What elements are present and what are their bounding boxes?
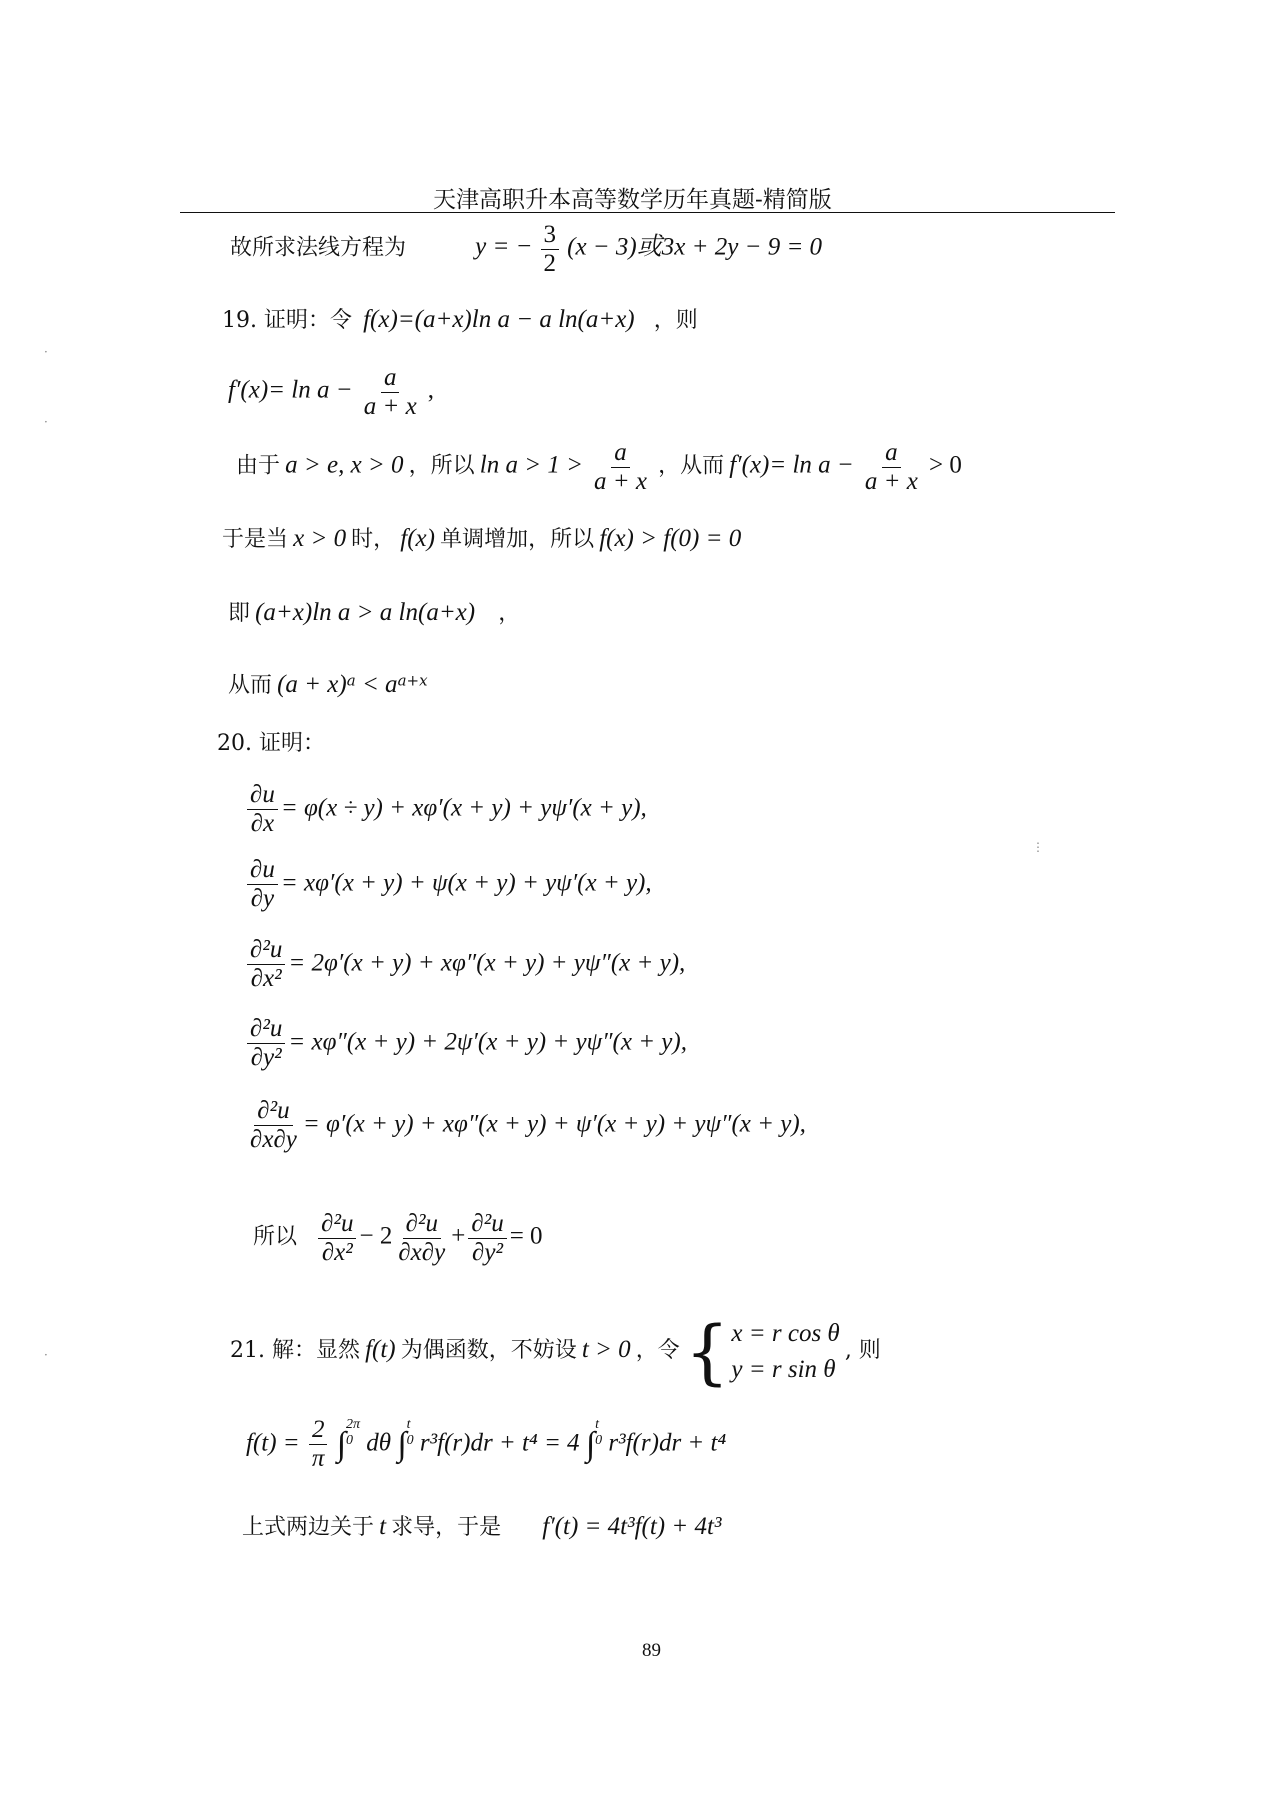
so-text: ，所以 xyxy=(408,453,475,479)
integral-upper-limit: t xyxy=(595,1417,600,1432)
normal-line-equation xyxy=(230,222,822,278)
page-number: 89 xyxy=(642,1640,661,1661)
q20-eq4 xyxy=(244,1016,687,1072)
fraction-denominator: ∂x² xyxy=(321,1239,353,1267)
inequality-b: f′(x)= ln a − xyxy=(729,451,854,479)
brace-icon: { xyxy=(684,1311,730,1394)
q21-then: , 则 xyxy=(844,1337,881,1363)
q19-prefix: 19. 证明：令 xyxy=(222,308,352,333)
fraction-numerator: 2 xyxy=(309,1417,328,1445)
q20-eq5 xyxy=(244,1098,806,1154)
fraction-denominator: a + x xyxy=(363,393,417,421)
ie-end: ， xyxy=(498,601,521,626)
integral-body: dθ xyxy=(366,1429,392,1457)
scan-speck: · xyxy=(44,1348,48,1362)
integral-upper-limit: 2π xyxy=(346,1417,361,1432)
fraction-denominator: ∂y² xyxy=(472,1239,503,1267)
fraction-denominator: ∂x∂y xyxy=(398,1239,446,1267)
integral-sign-icon: ∫ xyxy=(397,1425,407,1463)
integral-lower-limit: 0 xyxy=(595,1433,603,1448)
derivative-end: , xyxy=(427,376,435,404)
equation-rhs: = xφ′(x + y) + ψ(x + y) + yψ′(x + y), xyxy=(280,869,652,897)
fraction-numerator: ∂²u xyxy=(254,1098,292,1126)
final-exponent: a+x xyxy=(397,671,428,690)
inequality-b-end: > 0 xyxy=(928,451,962,479)
scan-speck: · xyxy=(44,415,48,429)
diff-variable: t xyxy=(379,1513,387,1540)
scan-speck: ⋮ xyxy=(1032,840,1044,854)
normal-line-rest: (x − 3)或3x + 2y − 9 = 0 xyxy=(567,233,823,261)
final-mid: < a xyxy=(355,671,398,698)
fraction xyxy=(541,222,560,278)
q19-statement xyxy=(222,303,698,334)
fraction-numerator: ∂²u xyxy=(247,1016,285,1044)
fraction-denominator: π xyxy=(311,1445,325,1473)
normal-line-label: 故所求法线方程为 xyxy=(230,235,407,261)
diff-text: 上式两边关于 xyxy=(242,1515,375,1540)
equation-rhs: = 2φ′(x + y) + xφ″(x + y) + yψ″(x + y), xyxy=(288,949,686,977)
mono-condition: x > 0 xyxy=(293,525,347,552)
mono-text: 时， xyxy=(351,527,396,552)
diff-expression: f′(t) = 4t³f(t) + 4t³ xyxy=(542,1513,722,1540)
q20-eq3 xyxy=(244,937,685,993)
q21-text: 为偶函数，不妨设 xyxy=(400,1337,577,1363)
minus-two: − 2 xyxy=(359,1222,393,1250)
inequality-a: ln a > 1 > xyxy=(479,451,583,479)
q21-text: ，令 xyxy=(635,1337,680,1363)
integral-sign-icon: ∫ xyxy=(336,1425,347,1463)
fraction-numerator: a xyxy=(882,440,901,468)
q21-integral-equation xyxy=(246,1417,726,1473)
q19-definition: f(x)=(a+x)ln a − a ln(a+x) xyxy=(363,306,635,333)
q20-eq2 xyxy=(244,857,652,913)
q21-condition: t > 0 xyxy=(581,1335,631,1363)
final-text: 从而 xyxy=(228,673,273,698)
q19-final xyxy=(228,668,428,699)
fraction-numerator: ∂u xyxy=(247,782,278,810)
equation-rhs: = φ(x ÷ y) + xφ′(x + y) + yψ′(x + y), xyxy=(280,794,647,822)
system-line: y = r sin θ xyxy=(731,1356,836,1384)
fraction-denominator: 2 xyxy=(543,250,557,278)
ie-expression: (a+x)ln a > a ln(a+x) xyxy=(255,599,476,626)
since-text: 由于 xyxy=(236,453,281,479)
final-exponent: a xyxy=(346,671,356,690)
integral-lhs: f(t) = xyxy=(246,1429,300,1457)
fraction-numerator: 3 xyxy=(541,222,560,250)
fraction-denominator: ∂y xyxy=(250,885,275,913)
equation-rhs: = φ′(x + y) + xφ″(x + y) + ψ′(x + y) + yψ″(x + y), xyxy=(302,1110,806,1138)
hence-text: ，从而 xyxy=(658,453,725,479)
q19-inequality xyxy=(236,440,962,496)
q21-derivative xyxy=(242,1510,721,1541)
q19-monotonic xyxy=(222,522,741,553)
normal-line-lhs: y = − xyxy=(475,233,533,261)
final-base: (a + x) xyxy=(277,671,347,698)
mono-result: f(x) > f(0) = 0 xyxy=(599,525,742,552)
fraction-denominator: a + x xyxy=(864,468,918,496)
fraction-denominator: a + x xyxy=(594,468,647,496)
page-header-title: 天津高职升本高等数学历年真题-精简版 xyxy=(433,187,832,213)
fraction-denominator: ∂x xyxy=(250,810,275,838)
mono-text: 单调增加，所以 xyxy=(440,527,595,552)
system-line: x = r cos θ xyxy=(731,1320,840,1347)
q19-suffix: ，则 xyxy=(653,308,698,333)
equation-rhs: = xφ″(x + y) + 2ψ′(x + y) + yψ″(x + y), xyxy=(288,1028,687,1056)
q21-prefix: 21. 解：显然 xyxy=(230,1337,360,1363)
q20-prefix: 20. 证明： xyxy=(217,731,325,756)
q19-ie xyxy=(228,596,520,627)
header-rule xyxy=(180,212,1115,213)
ie-text: 即 xyxy=(228,601,251,626)
fraction-numerator: a xyxy=(611,440,630,468)
polar-substitution-system xyxy=(684,1311,840,1394)
mono-function: f(x) xyxy=(400,525,435,552)
integral-lower-limit: 0 xyxy=(346,1433,354,1448)
q20-conclusion xyxy=(253,1211,543,1267)
derivative-lhs: f′(x)= ln a − xyxy=(228,376,353,404)
q21-function: f(t) xyxy=(365,1335,396,1363)
fraction-denominator: ∂y² xyxy=(250,1044,282,1072)
fraction-denominator: ∂x² xyxy=(250,965,282,993)
q21-statement xyxy=(230,1311,881,1394)
so-text: 所以 xyxy=(253,1224,298,1250)
diff-text: 求导，于是 xyxy=(391,1515,502,1540)
mono-text: 于是当 xyxy=(222,527,289,552)
integral-lower-limit: 0 xyxy=(406,1433,414,1448)
fraction-numerator: ∂²u xyxy=(468,1211,506,1239)
fraction xyxy=(862,440,921,496)
fraction-numerator: ∂u xyxy=(247,857,278,885)
integral-sign-icon: ∫ xyxy=(585,1425,596,1463)
integral-upper-limit: t xyxy=(406,1417,411,1432)
fraction-numerator: ∂²u xyxy=(403,1211,441,1239)
fraction xyxy=(591,440,650,496)
equals-zero: = 0 xyxy=(509,1222,543,1250)
fraction-numerator: ∂²u xyxy=(318,1211,356,1239)
plus-sign: + xyxy=(451,1222,466,1250)
fraction xyxy=(361,365,420,421)
integral-body: r³f(r)dr + t⁴ = 4 xyxy=(419,1429,580,1457)
fraction-numerator: a xyxy=(381,365,400,393)
integral-body: r³f(r)dr + t⁴ xyxy=(608,1429,727,1457)
q19-derivative xyxy=(228,365,434,421)
scan-speck: · xyxy=(44,345,48,359)
q20-eq1 xyxy=(244,782,647,838)
fraction-denominator: ∂x∂y xyxy=(250,1126,297,1154)
fraction-numerator: ∂²u xyxy=(247,937,285,965)
since-condition: a > e, x > 0 xyxy=(285,451,404,479)
